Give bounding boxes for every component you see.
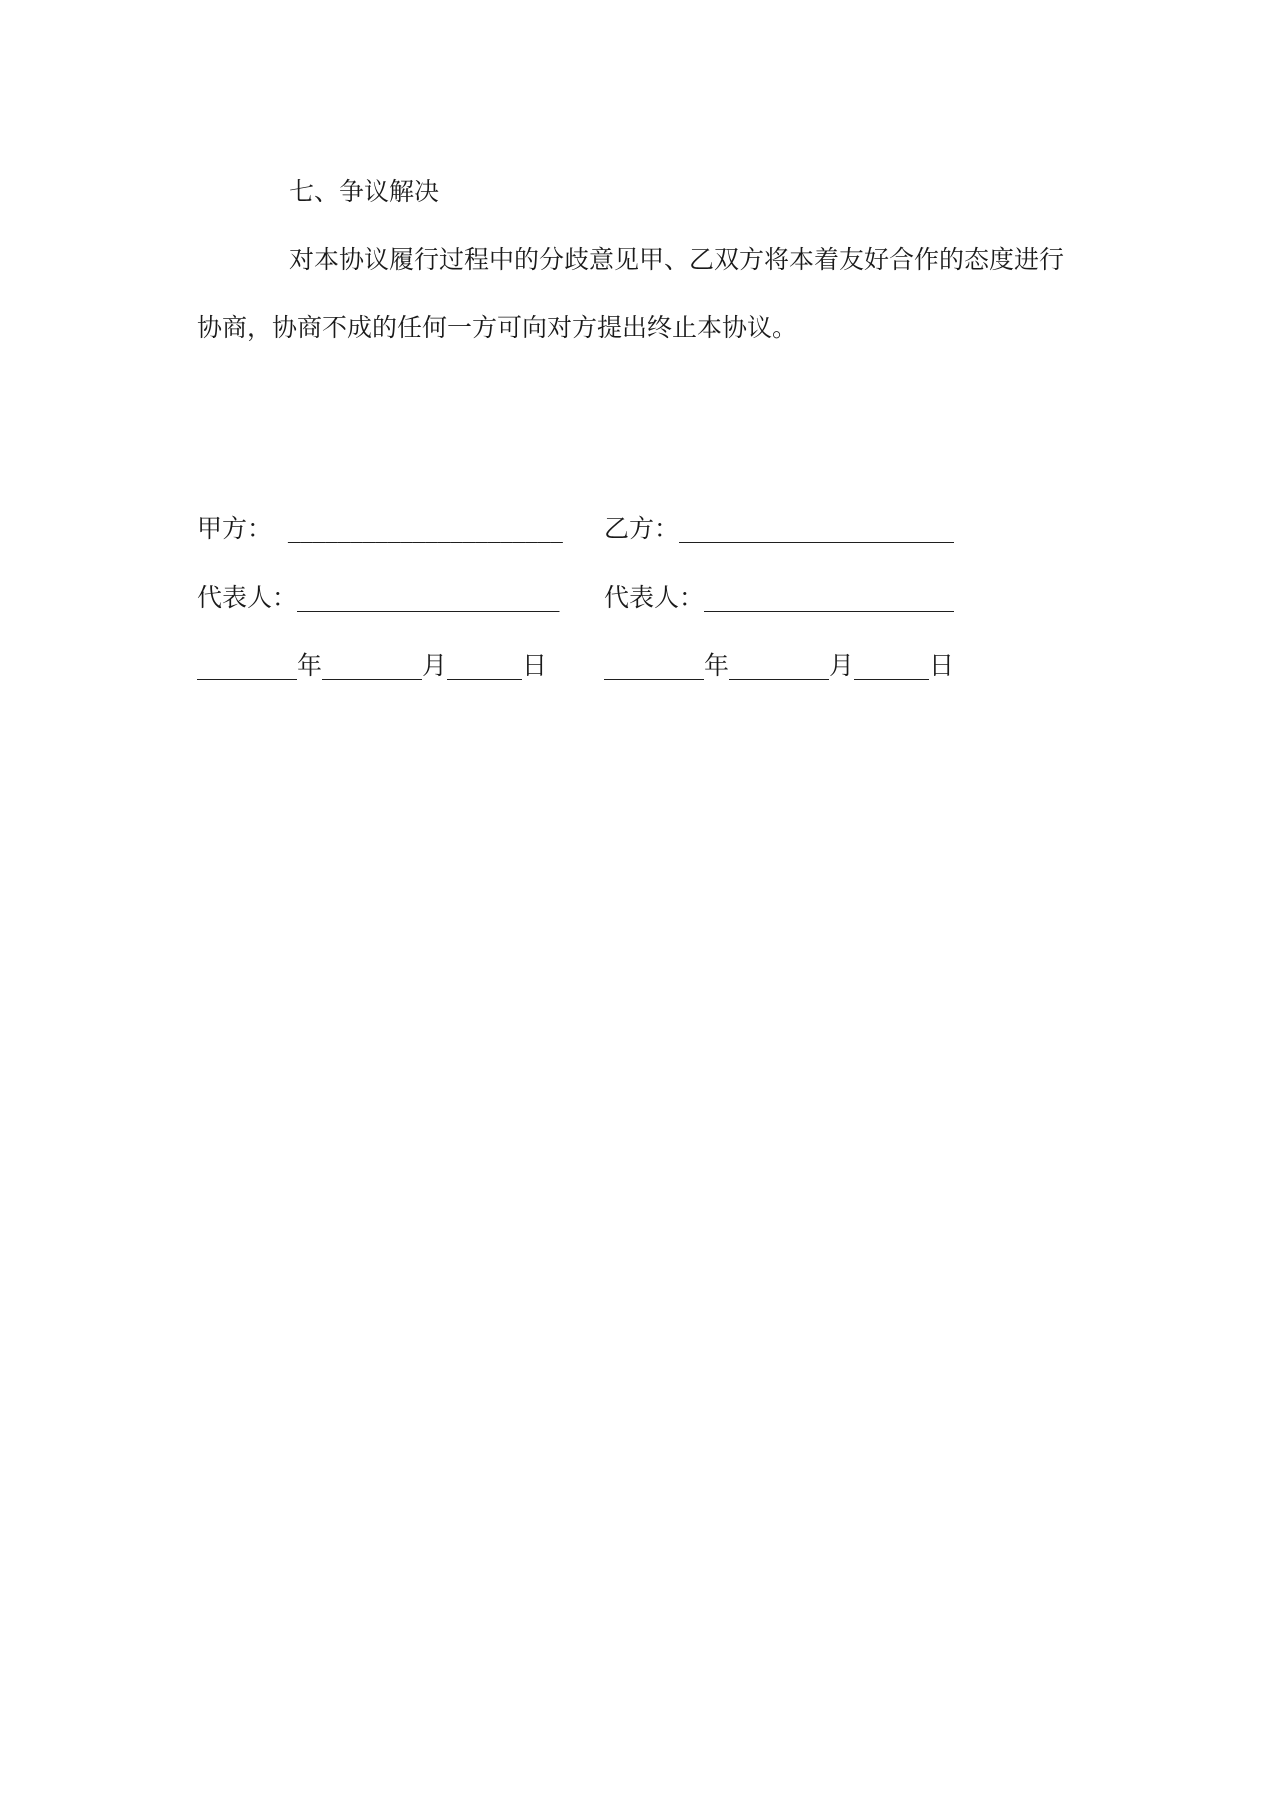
party-b-signature-line: 乙方：______________________ [604,514,955,543]
paragraph-line: 对本协议履行过程中的分歧意见甲、乙双方将本着友好合作的态度进行 [289,245,1065,274]
party-b-representative-line: 代表人：____________________ [604,583,955,612]
party-b-date-line: ________年________月______日 [604,651,955,680]
section-heading: 七、争议解决 [289,177,440,206]
party-a-signature-line: 甲方： ______________________ [197,514,563,543]
party-a-date-line: ________年________月______日 [197,651,548,680]
paragraph-line: 协商，协商不成的任何一方可向对方提出终止本协议。 [197,313,798,342]
party-a-representative-line: 代表人：_____________________ [197,583,560,612]
